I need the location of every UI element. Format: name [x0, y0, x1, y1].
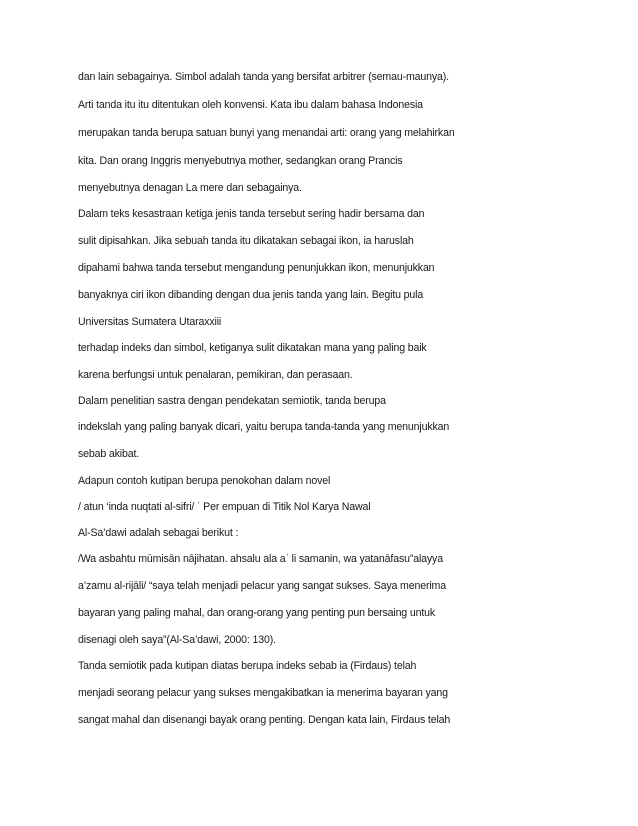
- text-line-13: Dalam penelitian sastra dengan pendekatan semiotik, tanda berupa: [78, 395, 386, 407]
- text-line-16: Adapun contoh kutipan berupa penokohan dalam novel: [78, 475, 331, 487]
- text-line-2: Arti tanda itu itu ditentukan oleh konvensi. Kata ibu dalam bahasa Indonesia: [78, 99, 423, 111]
- text-line-6: Dalam teks kesastraan ketiga jenis tanda tersebut sering hadir bersama dan: [78, 208, 425, 220]
- text-line-5: menyebutnya denagan La mere dan sebagainya.: [78, 182, 302, 194]
- text-line-4: kita. Dan orang Inggris menyebutnya mother, sedangkan orang Prancis: [78, 155, 403, 167]
- text-line-8: dipahami bahwa tanda tersebut mengandung penunjukkan ikon, menunjukkan: [78, 262, 435, 274]
- text-line-23: Tanda semiotik pada kutipan diatas berupa indeks sebab ia (Firdaus) telah: [78, 660, 417, 672]
- text-line-21: bayaran yang paling mahal, dan orang-orang yang penting pun bersaing untuk: [78, 607, 436, 619]
- text-line-1: dan lain sebagainya. Simbol adalah tanda yang bersifat arbitrer (semau-maunya).: [78, 71, 449, 83]
- text-line-12: karena berfungsi untuk penalaran, pemikiran, dan perasaan.: [78, 369, 353, 381]
- text-line-14: indekslah yang paling banyak dicari, yaitu berupa tanda-tanda yang menunjukkan: [78, 421, 450, 433]
- text-line-17: / atun ‘inda nuqtati al-sifri/ ˈ Per empuan di Titik Nol Karya Nawal: [78, 501, 371, 513]
- text-line-25: sangat mahal dan disenangi bayak orang penting. Dengan kata lain, Firdaus telah: [78, 714, 451, 726]
- text-line-22: disenagi oleh saya”(Al-Sa’dawi, 2000: 130).: [78, 634, 276, 646]
- text-line-19: /Wa asbahtu mūmisān nājihatan. ahsalu ala aˈ li samanin, wa yatanāfasu”alayya: [78, 553, 443, 565]
- text-line-3: merupakan tanda berupa satuan bunyi yang menandai arti: orang yang melahirkan: [78, 127, 455, 139]
- text-line-9: banyaknya ciri ikon dibanding dengan dua jenis tanda yang lain. Begitu pula: [78, 289, 424, 301]
- text-line-18: Al-Sa’dawi adalah sebagai berikut :: [78, 527, 239, 539]
- text-line-20: a’zamu al-rijāli/ “saya telah menjadi pelacur yang sangat sukses. Saya menerima: [78, 580, 446, 592]
- text-line-7: sulit dipisahkan. Jika sebuah tanda itu dikatakan sebagai ikon, ia haruslah: [78, 235, 414, 247]
- text-line-15: sebab akibat.: [78, 448, 140, 460]
- text-line-11: terhadap indeks dan simbol, ketiganya sulit dikatakan mana yang paling baik: [78, 342, 427, 354]
- text-line-24: menjadi seorang pelacur yang sukses mengakibatkan ia menerima bayaran yang: [78, 687, 448, 699]
- text-line-10: Universitas Sumatera Utaraxxiii: [78, 316, 222, 328]
